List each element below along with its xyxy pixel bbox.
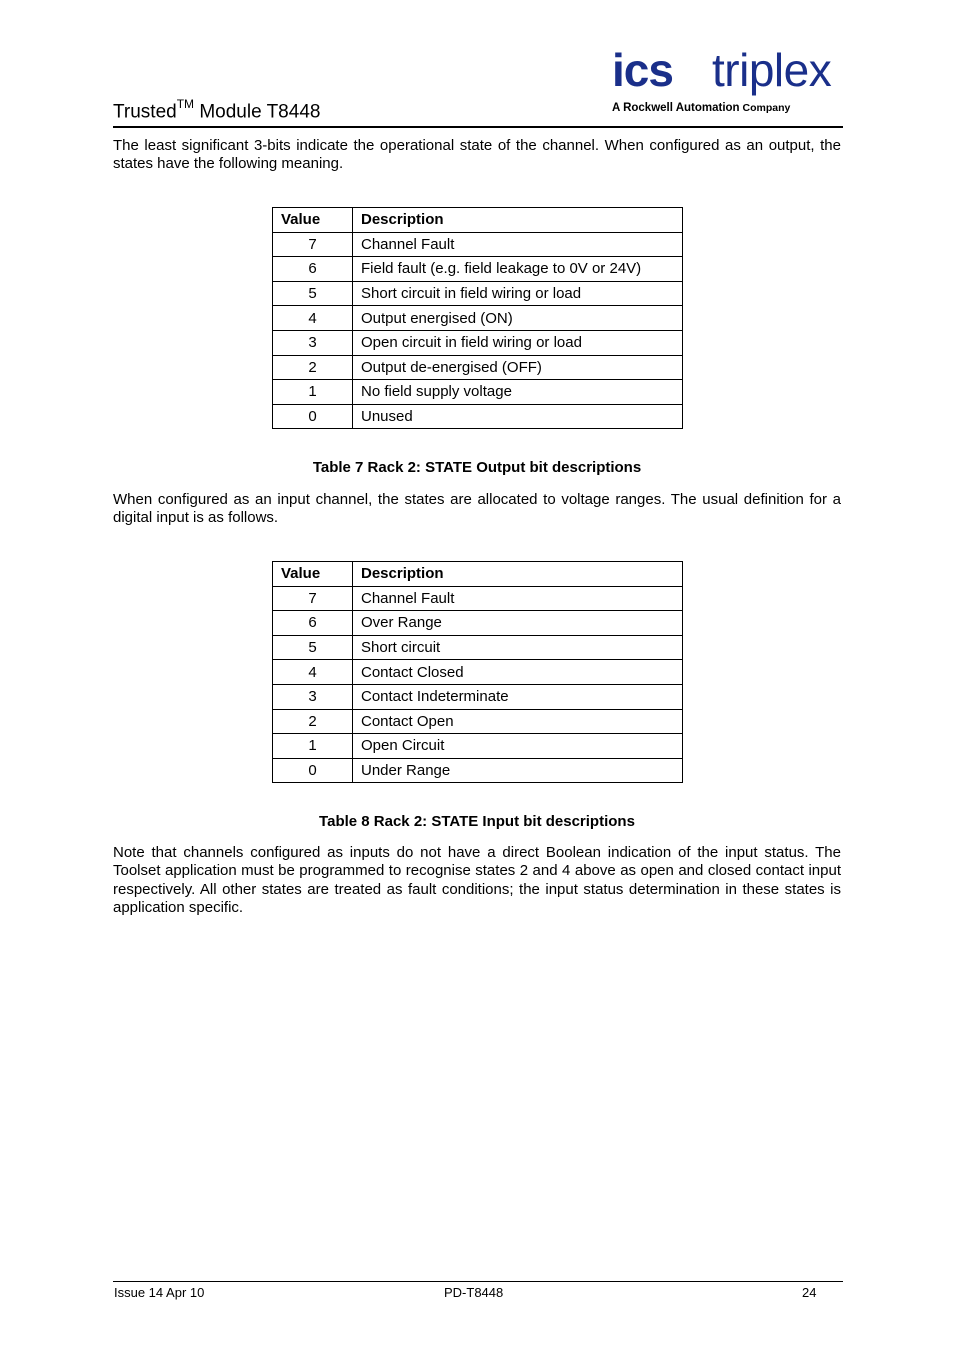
table-row <box>273 684 683 709</box>
input-channel-paragraph: When configured as an input channel, the states are allocated to voltage ranges. The usual definition for a digital input is as follows. <box>113 491 841 527</box>
table-row <box>273 281 683 306</box>
table-row <box>273 660 683 685</box>
state-description-cell: Channel Fault <box>353 232 683 257</box>
state-value-cell: 2 <box>273 709 353 734</box>
table-row <box>273 611 683 636</box>
table-row <box>273 734 683 759</box>
logo-tagline-company: Company <box>739 102 791 114</box>
footer-issue: Issue 14 Apr 10 <box>114 1285 205 1300</box>
header-title-prefix: Trusted <box>113 101 177 123</box>
state-description-cell: No field supply voltage <box>353 380 683 405</box>
table-row <box>273 330 683 355</box>
state-value-cell: 0 <box>273 758 353 783</box>
table-row <box>273 758 683 783</box>
state-description-cell: Over Range <box>353 611 683 636</box>
state-description-cell: Output energised (ON) <box>353 306 683 331</box>
note-paragraph: Note that channels configured as inputs do not have a direct Boolean indication of the input status. The Toolset application must be programmed to recognise states 2 and 4 above as open and closed contact input respectively. All other states are treated as fault conditions; the input status determination in these states is application specific. <box>113 844 841 916</box>
state-description-cell: Field fault (e.g. field leakage to 0V or 24V) <box>353 257 683 282</box>
table-header-row <box>273 208 683 233</box>
intro-paragraph: The least significant 3-bits indicate the operational state of the channel. When configured as an output, the states have the following meaning. <box>113 137 841 173</box>
state-value-cell: 4 <box>273 306 353 331</box>
page-header-title <box>113 99 320 123</box>
state-description-cell: Channel Fault <box>353 586 683 611</box>
ics-triplex-logo <box>612 44 844 120</box>
table-header-description: Description <box>353 208 683 233</box>
state-description-cell: Contact Closed <box>353 660 683 685</box>
state-value-cell: 7 <box>273 586 353 611</box>
state-description-cell: Under Range <box>353 758 683 783</box>
state-value-cell: 5 <box>273 281 353 306</box>
table-header-value: Value <box>273 562 353 587</box>
state-value-cell: 7 <box>273 232 353 257</box>
table-row <box>273 355 683 380</box>
table-7-output-states <box>272 207 683 429</box>
trademark-superscript: TM <box>176 97 195 111</box>
state-value-cell: 4 <box>273 660 353 685</box>
footer-doc-id: PD-T8448 <box>444 1285 504 1300</box>
state-description-cell: Open Circuit <box>353 734 683 759</box>
table-row <box>273 709 683 734</box>
state-value-cell: 1 <box>273 734 353 759</box>
state-value-cell: 6 <box>273 257 353 282</box>
logo-ics-text: ics <box>612 44 673 96</box>
state-value-cell: 0 <box>273 404 353 429</box>
table-8-caption: Table 8 Rack 2: STATE Input bit descriptions <box>319 813 635 830</box>
state-description-cell: Contact Indeterminate <box>353 684 683 709</box>
table-8-input-states <box>272 561 683 783</box>
state-value-cell: 3 <box>273 684 353 709</box>
table-row <box>273 232 683 257</box>
table-7-caption: Table 7 Rack 2: STATE Output bit descriptions <box>312 459 642 476</box>
table-header-value: Value <box>273 208 353 233</box>
table-row <box>273 404 683 429</box>
state-description-cell: Contact Open <box>353 709 683 734</box>
state-value-cell: 5 <box>273 635 353 660</box>
state-description-cell: Unused <box>353 404 683 429</box>
table-row <box>273 380 683 405</box>
table-row <box>273 635 683 660</box>
header-divider <box>113 126 843 128</box>
logo-tagline-main: A Rockwell Automation <box>612 102 740 114</box>
table-row <box>273 257 683 282</box>
footer-divider <box>113 1281 843 1282</box>
state-description-cell: Short circuit <box>353 635 683 660</box>
state-value-cell: 1 <box>273 380 353 405</box>
state-value-cell: 3 <box>273 330 353 355</box>
table-row <box>273 586 683 611</box>
state-value-cell: 6 <box>273 611 353 636</box>
footer-page-number: 24 <box>802 1285 817 1300</box>
state-description-cell: Open circuit in field wiring or load <box>353 330 683 355</box>
state-description-cell: Output de-energised (OFF) <box>353 355 683 380</box>
header-title-suffix: Module T8448 <box>194 101 321 123</box>
logo-tagline <box>612 102 842 114</box>
logo-triplex-text: triplex <box>712 44 832 96</box>
state-description-cell: Short circuit in field wiring or load <box>353 281 683 306</box>
table-header-description: Description <box>353 562 683 587</box>
table-header-row <box>273 562 683 587</box>
state-value-cell: 2 <box>273 355 353 380</box>
table-row <box>273 306 683 331</box>
